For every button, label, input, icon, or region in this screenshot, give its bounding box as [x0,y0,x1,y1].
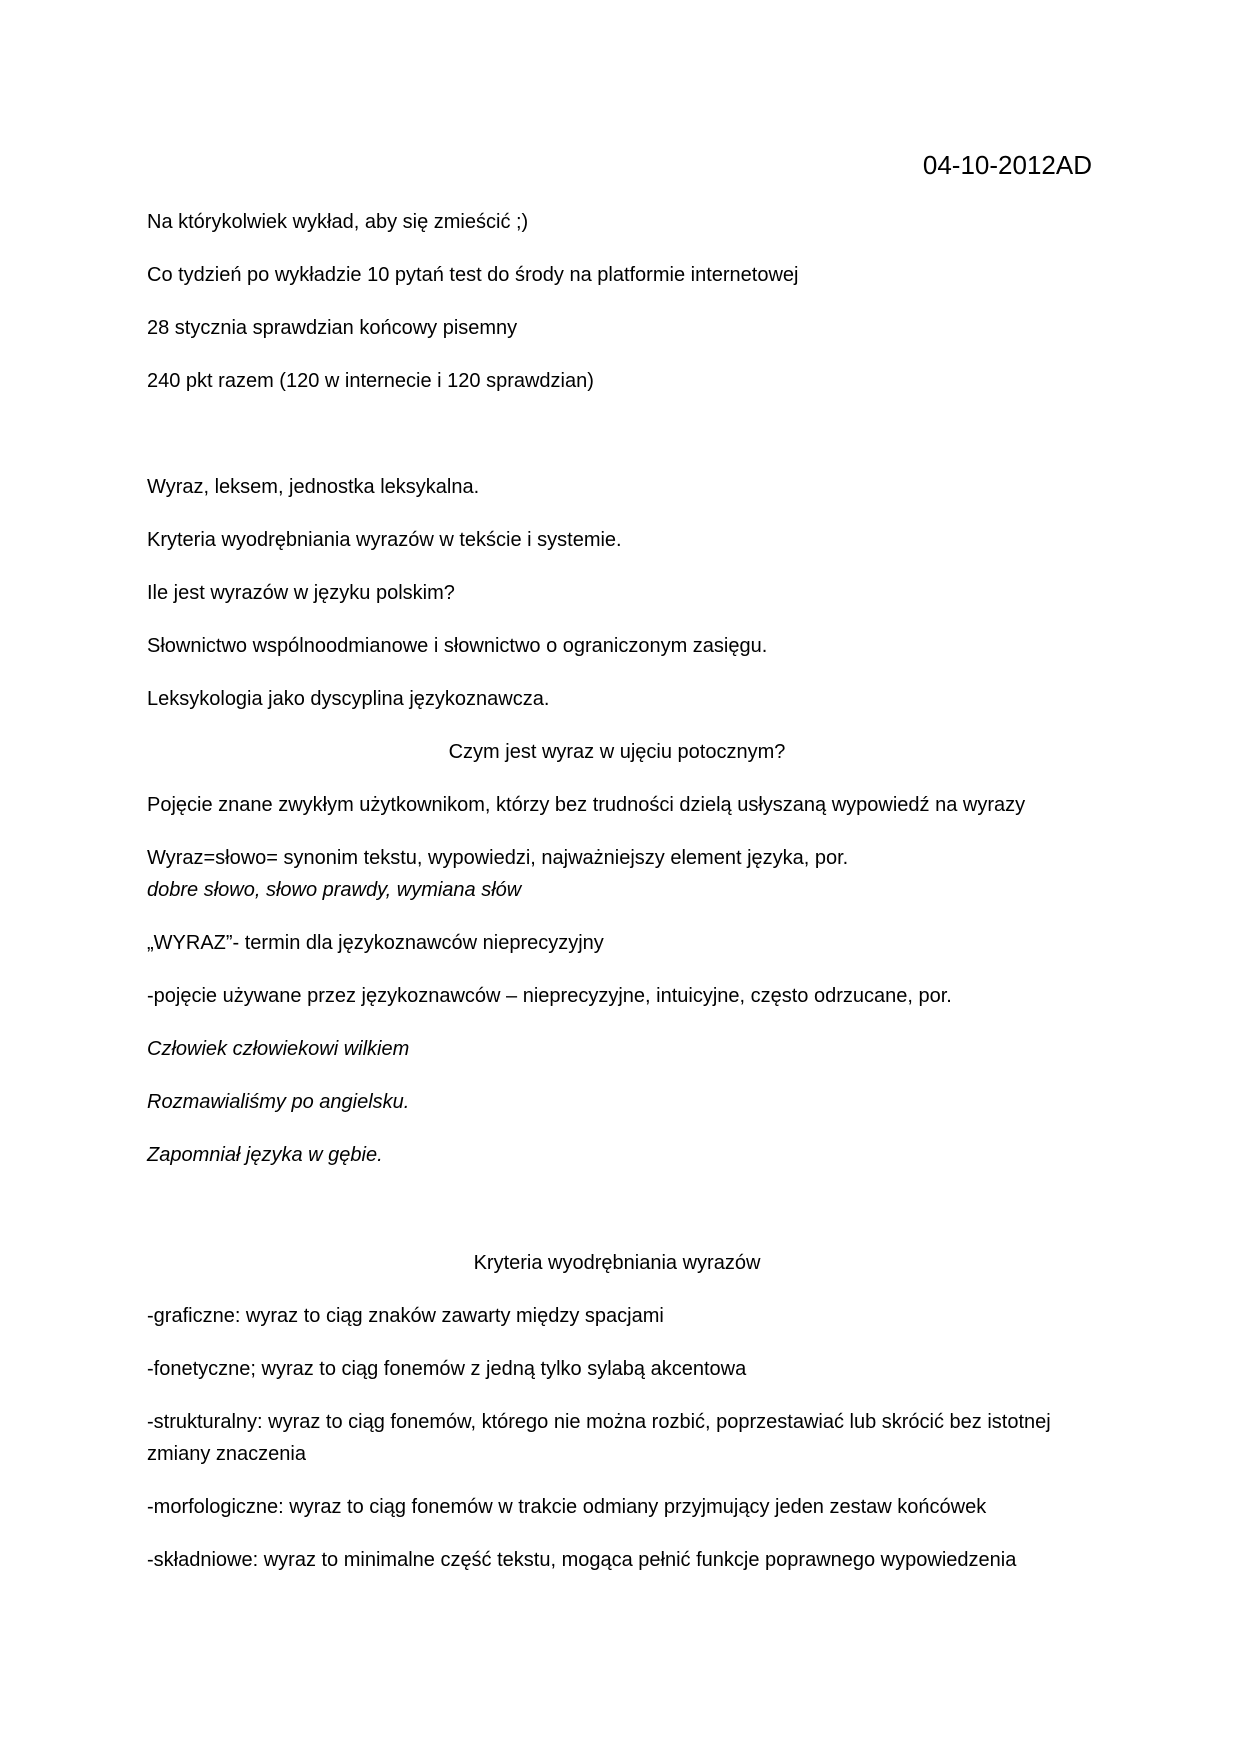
topics-list [147,471,1087,1192]
section-heading: Czym jest wyraz w ujęciu potocznym? [448,741,786,763]
criterion-line: -graficzne: wyraz to ciąg znaków zawarty między spacjami [147,1305,664,1327]
paragraph: Pojęcie znane zwykłym użytkownikom, którzy bez trudności dzielą usłyszaną wypowiedź na wyrazy [147,794,1026,816]
topic-line: Leksykologia jako dyscyplina językoznawcza. [147,688,550,710]
example-sentence: Rozmawialiśmy po angielsku. [147,1091,410,1113]
paragraph: „WYRAZ”- termin dla językoznawców nieprecyzyjny [147,932,604,954]
topic-line: Wyraz, leksem, jednostka leksykalna. [147,476,480,498]
example-sentence: Człowiek człowiekowi wilkiem [147,1038,410,1060]
intro-line: 28 stycznia sprawdzian końcowy pisemny [147,317,518,339]
intro-line: 240 pkt razem (120 w internecie i 120 sprawdzian) [147,370,594,392]
topic-line: Ile jest wyrazów w języku polskim? [147,582,455,604]
intro-line: Na którykolwiek wykład, aby się zmieścić ;) [147,211,529,233]
section-heading: Kryteria wyodrębniania wyrazów [473,1252,761,1274]
paragraph-text: Wyraz=słowo= synonim tekstu, wypowiedzi, najważniejszy element języka, por. [147,847,849,869]
lecture-date: 04-10-2012AD [922,150,1092,180]
criterion-line: -strukturalny: wyraz to ciąg fonemów, którego nie można rozbić, poprzestawiać lub skrócić bez istotnej zmiany znaczenia [147,1411,1051,1465]
intro-line: Co tydzień po wykładzie 10 pytań test do środy na platformie internetowej [147,264,799,286]
criterion-line: -fonetyczne; wyraz to ciąg fonemów z jedną tylko sylabą akcentowa [147,1358,747,1380]
topic-line: Kryteria wyodrębniania wyrazów w tekście i systemie. [147,529,622,551]
criteria-section [147,1247,1087,1597]
intro-notes [147,206,1087,418]
italic-example: dobre słowo, słowo prawdy, wymiana słów [147,879,522,901]
criterion-line: -składniowe: wyraz to minimalne część tekstu, mogąca pełnić funkcje poprawnego wypowiedzenia [147,1549,1017,1571]
criterion-line: -morfologiczne: wyraz to ciąg fonemów w trakcie odmiany przyjmujący jeden zestaw końcówek [147,1496,987,1518]
paragraph: -pojęcie używane przez językoznawców – nieprecyzyjne, intuicyjne, często odrzucane, por. [147,985,952,1007]
example-sentence: Zapomniał języka w gębie. [147,1144,383,1166]
paragraph [147,842,1087,906]
topic-line: Słownictwo wspólnoodmianowe i słownictwo o ograniczonym zasięgu. [147,635,768,657]
